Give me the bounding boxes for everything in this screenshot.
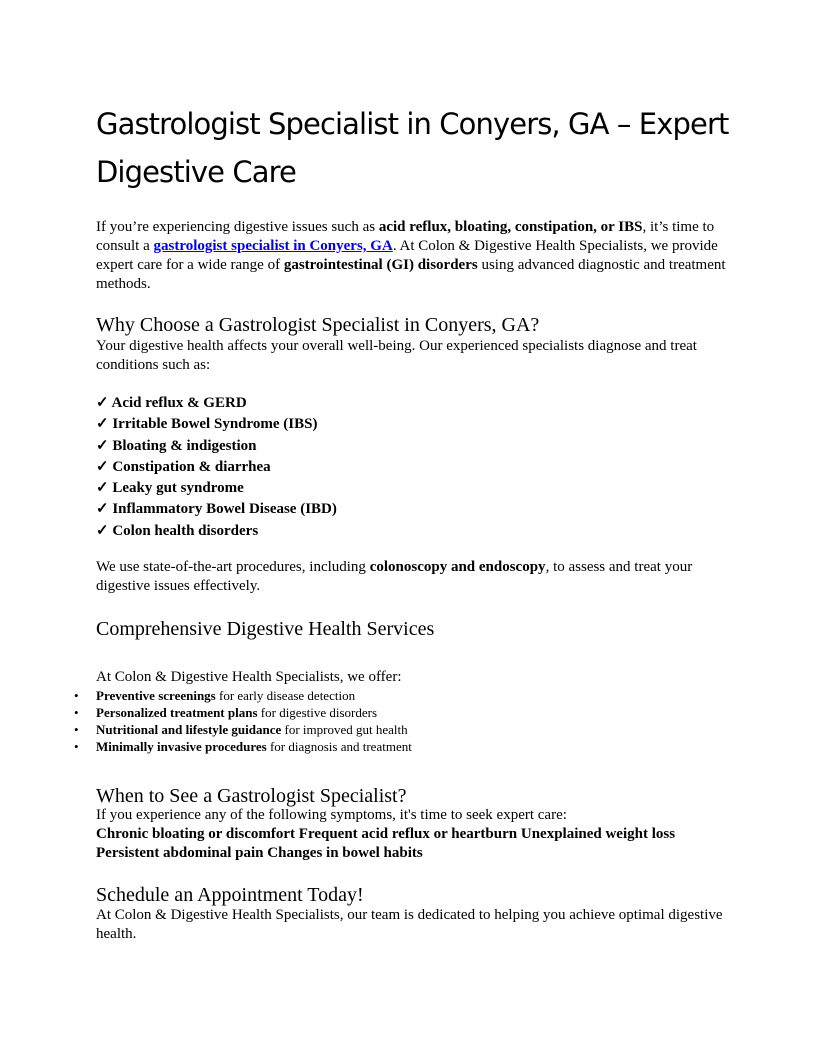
service-name: Minimally invasive procedures: [96, 739, 267, 754]
condition-label: Colon health disorders: [112, 522, 259, 539]
why-heading: Why Choose a Gastrologist Specialist in Conyers, GA?: [96, 314, 540, 336]
when-heading: When to See a Gastrologist Specialist?: [96, 785, 407, 807]
condition-label: Irritable Bowel Syndrome (IBS): [112, 416, 318, 433]
procedures-paragraph: [96, 558, 736, 596]
service-desc: for improved gut health: [281, 722, 408, 737]
schedule-heading: Schedule an Appointment Today!: [96, 884, 364, 906]
service-desc: for diagnosis and treatment: [266, 739, 412, 754]
why-text: Your digestive health affects your overall well-being. Our experienced specialists diagnose and treat conditions such as:: [96, 338, 697, 373]
list-item: [96, 478, 337, 499]
check-icon: ✓: [96, 437, 109, 454]
conditions-list: [96, 393, 337, 542]
bullet-icon: •: [74, 739, 79, 754]
list-item: [96, 414, 337, 435]
page-title: Gastrologist Specialist in Conyers, GA – Expert Digestive Care: [96, 107, 729, 189]
condition-label: Acid reflux & GERD: [111, 395, 247, 411]
specialist-link[interactable]: gastrologist specialist in Conyers, GA: [153, 238, 393, 254]
bullet-icon: •: [74, 688, 79, 703]
symptoms-line-2: Persistent abdominal pain Changes in bowel habits: [96, 845, 423, 861]
when-text: If you experience any of the following symptoms, it's time to seek expert care:: [96, 807, 567, 823]
list-item: [74, 687, 412, 704]
intro-paragraph: [96, 218, 736, 294]
condition-label: Constipation & diarrhea: [112, 458, 271, 475]
check-icon: ✓: [96, 480, 109, 497]
intro-text-3: . At Colon & Digestive Health Specialists, we provide expert care for a wide range of: [96, 238, 718, 273]
intro-bold-gi: gastrointestinal (GI) disorders: [283, 257, 478, 273]
check-icon: ✓: [96, 522, 109, 539]
list-item: [74, 704, 412, 721]
condition-label: Bloating & indigestion: [112, 437, 257, 454]
list-item: [96, 457, 337, 478]
intro-text-4: using advanced diagnostic and treatment methods.: [96, 257, 726, 292]
intro-text-2: , it’s time to consult a: [96, 219, 715, 254]
bullet-icon: •: [74, 705, 79, 720]
check-icon: ✓: [96, 395, 109, 411]
services-heading: Comprehensive Digestive Health Services: [96, 618, 435, 640]
procedures-text-2: , to assess and treat your digestive issues effectively.: [96, 559, 693, 594]
condition-label: Inflammatory Bowel Disease (IBD): [112, 501, 337, 518]
service-desc: for early disease detection: [215, 688, 356, 703]
intro-bold-conditions: acid reflux, bloating, constipation, or IBS: [378, 219, 643, 235]
list-item: [74, 738, 412, 755]
check-icon: ✓: [96, 501, 109, 518]
service-desc: for digestive disorders: [257, 705, 378, 720]
list-item: [96, 393, 337, 414]
list-item: [96, 521, 337, 542]
condition-label: Leaky gut syndrome: [112, 480, 244, 497]
procedures-bold: colonoscopy and endoscopy: [369, 559, 546, 575]
procedures-text-1: We use state-of-the-art procedures, including: [96, 559, 370, 575]
schedule-text: At Colon & Digestive Health Specialists, our team is dedicated to helping you achieve optimal digestive health.: [96, 907, 723, 942]
list-item: [96, 436, 337, 457]
bullet-icon: •: [74, 722, 79, 737]
intro-text-1: If you’re experiencing digestive issues such as: [96, 219, 379, 235]
list-item: [74, 721, 412, 738]
services-intro: At Colon & Digestive Health Specialists, we offer:: [96, 669, 402, 685]
service-name: Preventive screenings: [96, 688, 216, 703]
check-icon: ✓: [96, 458, 109, 475]
symptoms-line-1: Chronic bloating or discomfort Frequent acid reflux or heartburn Unexplained weight loss: [96, 826, 676, 842]
check-icon: ✓: [96, 416, 109, 433]
services-list: [74, 687, 412, 755]
service-name: Personalized treatment plans: [96, 705, 258, 720]
list-item: [96, 499, 337, 520]
service-name: Nutritional and lifestyle guidance: [96, 722, 282, 737]
